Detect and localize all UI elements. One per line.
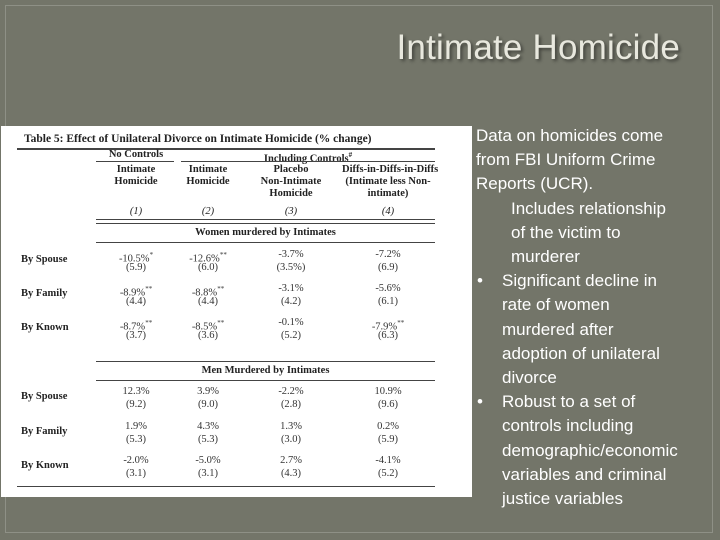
column-number: (4)	[381, 206, 395, 217]
cell-value: -12.6%	[189, 253, 220, 265]
standard-error: (5.9)	[377, 434, 399, 445]
bullet-dot-icon: •	[477, 392, 483, 412]
table-cell	[342, 421, 434, 433]
standard-error: (3.1)	[125, 468, 147, 479]
table-title: Table 5: Effect of Unilateral Divorce on Intimate Homicide (% change)	[24, 133, 372, 145]
cell-value: -5.0%	[195, 455, 221, 466]
column-header-line: Homicide	[114, 176, 158, 187]
table-cell	[342, 386, 434, 398]
sub-line: of the victim to	[511, 222, 621, 242]
standard-error: (6.9)	[377, 262, 399, 273]
rule-group-left	[96, 161, 174, 162]
cell-value: -7.9%	[371, 321, 398, 333]
row-label: By Spouse	[21, 254, 68, 265]
bullet-line: Robust to a set of	[502, 392, 636, 412]
table-cell	[342, 283, 434, 295]
bullet-line: divorce	[502, 368, 557, 388]
cell-value: -8.8%	[191, 287, 218, 299]
bullet-dot-icon: •	[477, 271, 483, 291]
cell-value: 1.9%	[125, 421, 147, 432]
cell-value: 2.7%	[280, 455, 302, 466]
intro-line: Data on homicides come	[476, 126, 664, 145]
row-label: By Family	[21, 288, 68, 299]
table-cell	[173, 455, 243, 467]
cell-value: 1.3%	[280, 421, 302, 432]
column-header-line: Non-Intimate	[260, 176, 322, 187]
cell-value: -2.2%	[278, 386, 304, 397]
row-label: By Spouse	[21, 391, 68, 402]
row-label: By Known	[21, 322, 69, 333]
standard-error: (5.9)	[125, 262, 147, 273]
cell-value: -2.0%	[123, 455, 149, 466]
cell-value: 0.2%	[377, 421, 399, 432]
group-no-controls: No Controls	[108, 149, 164, 160]
cell-value: -4.1%	[375, 455, 401, 466]
row-label: By Known	[21, 460, 69, 471]
significance-marker: **	[145, 319, 153, 327]
significance-marker: **	[217, 285, 225, 293]
significance-marker: **	[145, 285, 153, 293]
section-label: Women murdered by Intimates	[195, 227, 336, 238]
standard-error: (5.2)	[280, 330, 302, 341]
standard-error: (6.1)	[377, 296, 399, 307]
standard-error: (3.5%)	[276, 262, 306, 273]
cell-value: -8.5%	[191, 321, 218, 333]
section-rule-bottom	[96, 242, 435, 243]
significance-marker: **	[217, 319, 225, 327]
table-cell	[253, 386, 329, 398]
standard-error: (4.4)	[197, 296, 219, 307]
rule-group-right	[181, 161, 435, 162]
column-header-line: Homicide	[269, 188, 313, 199]
cell-value: -10.5%	[118, 253, 150, 265]
bullet-text	[474, 124, 720, 511]
bullet-line: adoption of unilateral	[502, 343, 660, 363]
table-cell	[173, 386, 243, 398]
cell-value: -3.7%	[278, 249, 304, 260]
section-rule-top	[96, 223, 435, 224]
standard-error: (6.3)	[377, 330, 399, 341]
table-cell	[101, 455, 171, 467]
slide-title: Intimate Homicide	[396, 28, 680, 67]
sub-paragraph	[474, 197, 720, 270]
table-cell	[173, 421, 243, 433]
standard-error: (6.0)	[197, 262, 219, 273]
rule-bottom	[17, 486, 435, 487]
column-number: (3)	[284, 206, 298, 217]
cell-value: -7.2%	[375, 249, 401, 260]
bullet-item-robust	[474, 390, 720, 511]
column-header-line: Placebo	[273, 164, 309, 175]
standard-error: (3.1)	[197, 468, 219, 479]
table-cell	[253, 249, 329, 261]
column-header-line: (Intimate less Non-	[345, 176, 431, 187]
significance-marker: *	[149, 251, 154, 259]
group-including-sup: #	[348, 151, 353, 159]
bullet-line: controls including	[502, 416, 634, 436]
table-cell	[253, 455, 329, 467]
standard-error: (3.7)	[125, 330, 147, 341]
column-header-line: intimate)	[367, 188, 409, 199]
significance-marker: **	[219, 251, 227, 259]
bullet-line: rate of women	[502, 295, 610, 315]
standard-error: (3.0)	[280, 434, 302, 445]
cell-value: 3.9%	[197, 386, 219, 397]
table-cell	[253, 283, 329, 295]
table-cell	[342, 249, 434, 261]
standard-error: (5.2)	[377, 468, 399, 479]
table-image	[1, 126, 472, 497]
column-number: (2)	[201, 206, 215, 217]
column-header-line: Diffs-in-Diffs-in-Diffs	[342, 164, 439, 175]
sub-line: murderer	[511, 247, 580, 267]
bullet-first-line	[474, 269, 720, 293]
column-header-line: Intimate	[188, 164, 228, 175]
intro-line: Reports (UCR).	[476, 174, 594, 194]
standard-error: (5.3)	[197, 434, 219, 445]
sub-line: Includes relationship	[511, 198, 666, 218]
bullet-line: variables and criminal	[502, 464, 667, 484]
bullet-line: Significant decline in	[502, 271, 657, 291]
standard-error: (2.8)	[280, 399, 302, 410]
standard-error: (9.6)	[377, 399, 399, 410]
intro-paragraph	[474, 124, 720, 197]
table-cell	[342, 455, 434, 467]
table-cell	[253, 421, 329, 433]
bullet-line: justice variables	[502, 489, 623, 509]
column-number: (1)	[129, 206, 143, 217]
cell-value: 10.9%	[374, 386, 402, 397]
cell-value: -5.6%	[375, 283, 401, 294]
bullet-line: murdered after	[502, 319, 614, 339]
cell-value: -3.1%	[278, 283, 304, 294]
section-rule-bottom	[96, 380, 435, 381]
bullet-line: demographic/economic	[502, 440, 678, 460]
cell-value: -8.9%	[119, 287, 146, 299]
standard-error: (5.3)	[125, 434, 147, 445]
standard-error: (4.4)	[125, 296, 147, 307]
table-cell	[253, 317, 329, 329]
standard-error: (4.3)	[280, 468, 302, 479]
bullet-first-line	[474, 390, 720, 414]
cell-value: -0.1%	[278, 317, 304, 328]
column-header-line: Homicide	[186, 176, 230, 187]
standard-error: (4.2)	[280, 296, 302, 307]
standard-error: (9.0)	[197, 399, 219, 410]
section-label: Men Murdered by Intimates	[201, 365, 330, 376]
column-header-line: Intimate	[116, 164, 156, 175]
cell-value: -8.7%	[119, 321, 146, 333]
section-rule-top	[96, 361, 435, 362]
bullet-item-decline	[474, 269, 720, 390]
rule-header-bottom	[96, 219, 435, 220]
intro-line: from FBI Uniform Crime	[476, 150, 656, 170]
row-label: By Family	[21, 426, 68, 437]
table-cell	[101, 386, 171, 398]
standard-error: (9.2)	[125, 399, 147, 410]
standard-error: (3.6)	[197, 330, 219, 341]
table-cell	[101, 421, 171, 433]
group-including-label: Including Controls	[263, 153, 349, 165]
cell-value: 12.3%	[122, 386, 150, 397]
cell-value: 4.3%	[197, 421, 219, 432]
significance-marker: **	[397, 319, 405, 327]
